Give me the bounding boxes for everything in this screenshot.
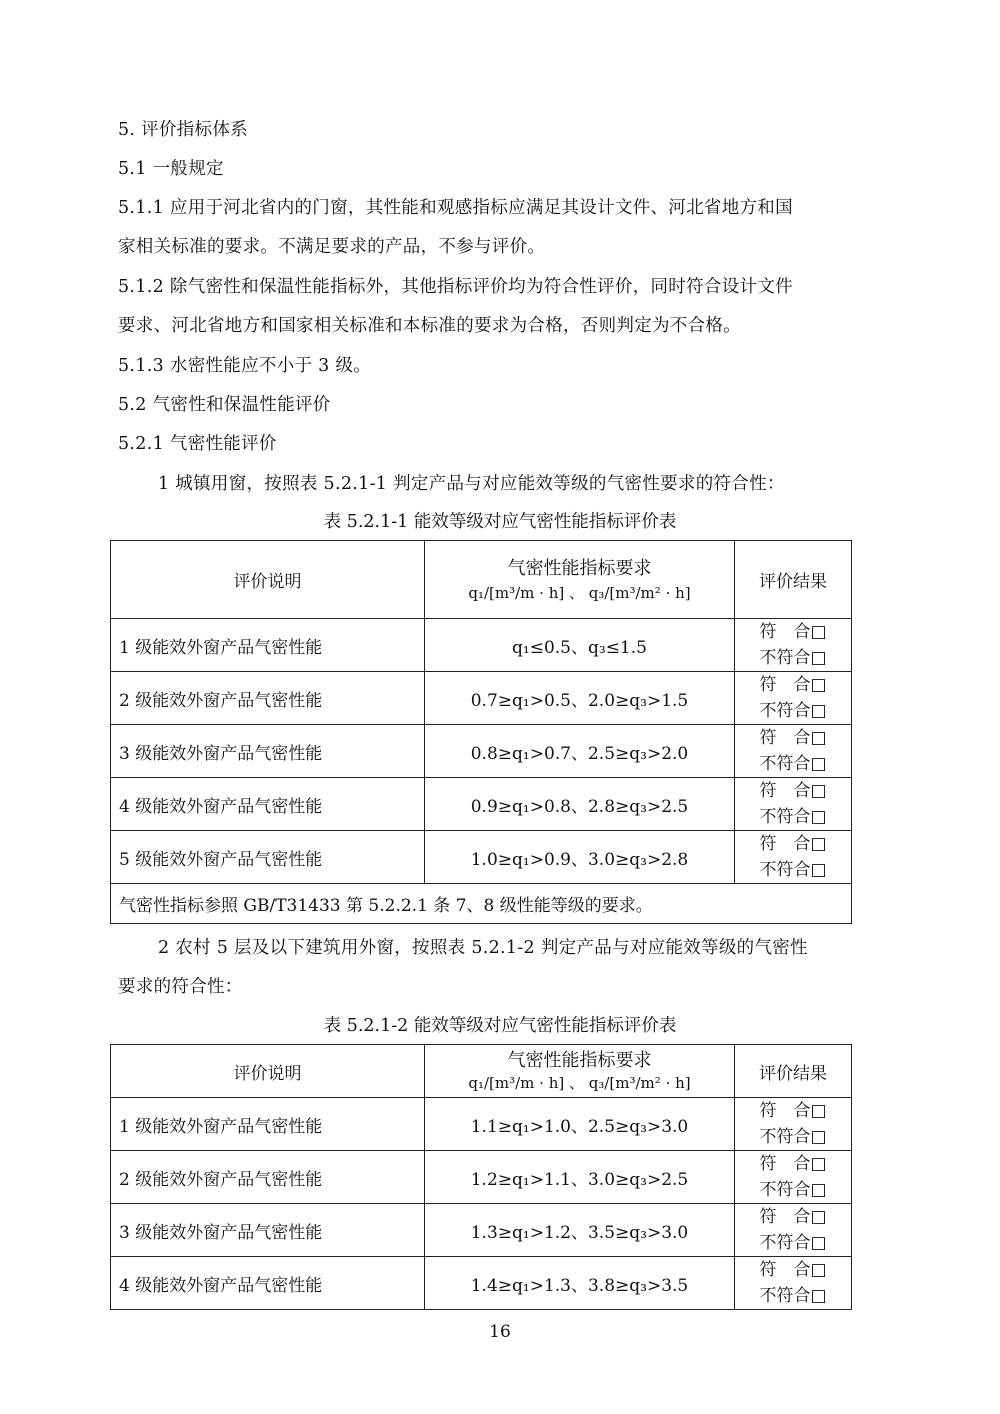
- page-number: 16: [489, 1322, 511, 1342]
- table1-header-req: [425, 541, 735, 619]
- table2-row2-req: 1.2≥q₁>1.1、3.0≥q₃>2.5: [425, 1151, 735, 1204]
- table1-header-result: 评价结果: [735, 541, 852, 619]
- paragraph-5-1-2-line2: 要求、河北省地方和国家相关标准和本标准的要求为合格，否则判定为不合格。: [118, 316, 741, 336]
- table2-header-result: 评价结果: [735, 1045, 852, 1098]
- table1-header-desc: 评价说明: [111, 541, 425, 619]
- table1-header-req-title: 气密性能指标要求: [507, 557, 652, 579]
- table2-row1-req: 1.1≥q₁>1.0、2.5≥q₃>3.0: [425, 1098, 735, 1151]
- table2-row1-desc: 1 级能效外窗产品气密性能: [111, 1098, 425, 1151]
- table2-row4-desc: 4 级能效外窗产品气密性能: [111, 1257, 425, 1310]
- table1-row3-desc: 3 级能效外窗产品气密性能: [111, 725, 425, 778]
- table2-header-req-unit: q₁/[m³/m · h] 、 q₃/[m³/m² · h]: [468, 1074, 691, 1092]
- result-fail-option[interactable]: 不符合□: [759, 860, 827, 880]
- table2-header-row: [111, 1045, 852, 1098]
- paragraph-5-1-1-line2: 家相关标准的要求。不满足要求的产品，不参与评价。: [118, 237, 546, 257]
- table2-header-req: [425, 1045, 735, 1098]
- result-pass-option[interactable]: 符 合□: [759, 781, 827, 801]
- table1: [110, 540, 852, 924]
- result-pass-option[interactable]: 符 合□: [759, 1260, 827, 1280]
- table2-row4-req: 1.4≥q₁>1.3、3.8≥q₃>3.5: [425, 1257, 735, 1310]
- table1-row4-result: [735, 778, 852, 831]
- table-row: [111, 725, 852, 778]
- paragraph-5-1-2-line1: 5.1.2 除气密性和保温性能指标外，其他指标评价均为符合性评价，同时符合设计文件: [118, 277, 793, 297]
- section-heading-5-2: 5.2 气密性和保温性能评价: [118, 395, 331, 415]
- result-fail-option[interactable]: 不符合□: [759, 701, 827, 721]
- result-fail-option[interactable]: 不符合□: [759, 807, 827, 827]
- table-row: [111, 778, 852, 831]
- table2-row3-desc: 3 级能效外窗产品气密性能: [111, 1204, 425, 1257]
- table2-row1-result: [735, 1098, 852, 1151]
- paragraph-urban-windows: 1 城镇用窗，按照表 5.2.1-1 判定产品与对应能效等级的气密性要求的符合性：: [158, 474, 785, 494]
- table2-caption: 表 5.2.1-2 能效等级对应气密性能指标评价表: [323, 1016, 677, 1036]
- table-row: [111, 672, 852, 725]
- table-row: [111, 1151, 852, 1204]
- paragraph-rural-windows-line1: 2 农村 5 层及以下建筑用外窗，按照表 5.2.1-2 判定产品与对应能效等级的气密性: [158, 938, 808, 958]
- table2-row4-result: [735, 1257, 852, 1310]
- table1-row1-result: [735, 619, 852, 672]
- paragraph-rural-windows-line2: 要求的符合性：: [118, 977, 243, 997]
- table1-note: 气密性指标参照 GB/T31433 第 5.2.2.1 条 7、8 级性能等级的要求。: [111, 884, 852, 924]
- table-row: [111, 1098, 852, 1151]
- table1-row1-desc: 1 级能效外窗产品气密性能: [111, 619, 425, 672]
- table1-header-row: [111, 541, 852, 619]
- result-pass-option[interactable]: 符 合□: [759, 728, 827, 748]
- table-row: [111, 1257, 852, 1310]
- result-pass-option[interactable]: 符 合□: [759, 622, 827, 642]
- paragraph-5-1-3: 5.1.3 水密性能应不小于 3 级。: [118, 356, 372, 376]
- table2-row2-result: [735, 1151, 852, 1204]
- result-pass-option[interactable]: 符 合□: [759, 675, 827, 695]
- table2-header-req-title: 气密性能指标要求: [507, 1050, 652, 1071]
- table-row: [111, 619, 852, 672]
- table1-header-req-unit: q₁/[m³/m · h] 、 q₃/[m³/m² · h]: [468, 583, 691, 602]
- table2: [110, 1044, 852, 1310]
- table2-row3-req: 1.3≥q₁>1.2、3.5≥q₃>3.0: [425, 1204, 735, 1257]
- paragraph-5-1-1-line1: 5.1.1 应用于河北省内的门窗，其性能和观感指标应满足其设计文件、河北省地方和国: [118, 198, 793, 218]
- table2-row2-desc: 2 级能效外窗产品气密性能: [111, 1151, 425, 1204]
- table2-row3-result: [735, 1204, 852, 1257]
- section-heading-5: 5. 评价指标体系: [118, 120, 248, 140]
- result-fail-option[interactable]: 不符合□: [759, 754, 827, 774]
- section-heading-5-1: 5.1 一般规定: [118, 159, 224, 179]
- result-pass-option[interactable]: 符 合□: [759, 1207, 827, 1227]
- table1-row3-req: 0.8≥q₁>0.7、2.5≥q₃>2.0: [425, 725, 735, 778]
- result-pass-option[interactable]: 符 合□: [759, 1154, 827, 1174]
- table1-caption: 表 5.2.1-1 能效等级对应气密性能指标评价表: [323, 512, 677, 532]
- table1-row5-result: [735, 831, 852, 884]
- table1-row5-req: 1.0≥q₁>0.9、3.0≥q₃>2.8: [425, 831, 735, 884]
- table1-row4-req: 0.9≥q₁>0.8、2.8≥q₃>2.5: [425, 778, 735, 831]
- result-fail-option[interactable]: 不符合□: [759, 1233, 827, 1253]
- result-fail-option[interactable]: 不符合□: [759, 1286, 827, 1306]
- result-pass-option[interactable]: 符 合□: [759, 1101, 827, 1121]
- result-fail-option[interactable]: 不符合□: [759, 1127, 827, 1147]
- table1-row4-desc: 4 级能效外窗产品气密性能: [111, 778, 425, 831]
- result-fail-option[interactable]: 不符合□: [759, 648, 827, 668]
- table2-header-desc: 评价说明: [111, 1045, 425, 1098]
- table1-row5-desc: 5 级能效外窗产品气密性能: [111, 831, 425, 884]
- table1-row3-result: [735, 725, 852, 778]
- result-fail-option[interactable]: 不符合□: [759, 1180, 827, 1200]
- table-row: [111, 831, 852, 884]
- table1-row2-desc: 2 级能效外窗产品气密性能: [111, 672, 425, 725]
- table1-note-row: [111, 884, 852, 924]
- table1-row2-result: [735, 672, 852, 725]
- result-pass-option[interactable]: 符 合□: [759, 834, 827, 854]
- section-heading-5-2-1: 5.2.1 气密性能评价: [118, 434, 277, 454]
- table1-row2-req: 0.7≥q₁>0.5、2.0≥q₃>1.5: [425, 672, 735, 725]
- table-row: [111, 1204, 852, 1257]
- table1-row1-req: q₁≤0.5、q₃≤1.5: [425, 619, 735, 672]
